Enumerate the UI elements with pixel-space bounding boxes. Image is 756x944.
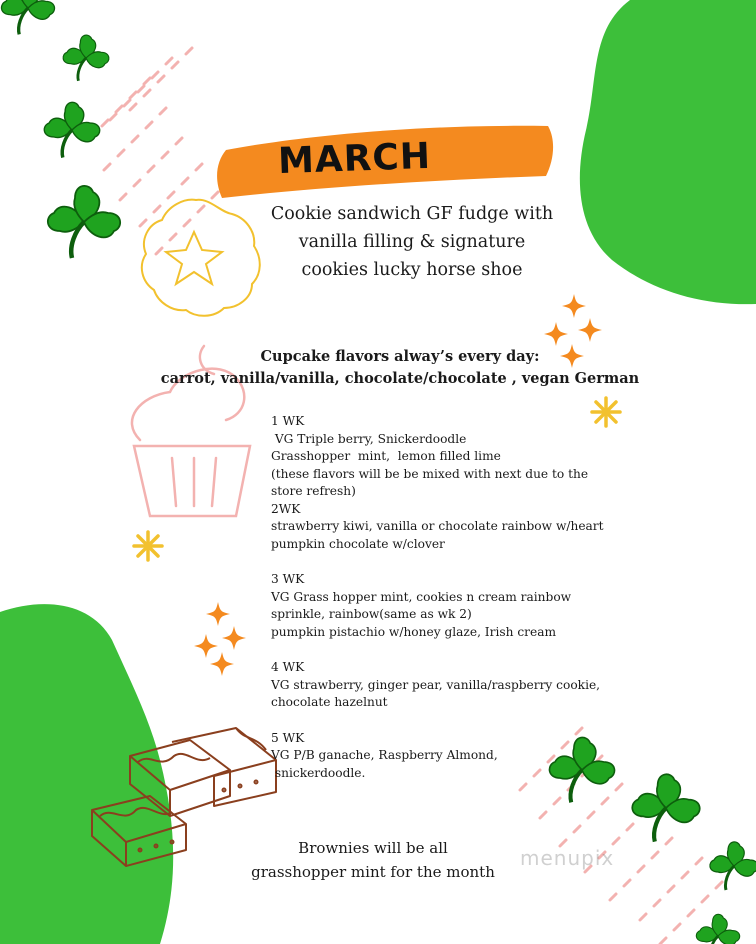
week-line: strawberry kiwi, vanilla or chocolate rainbow w/heart [271, 519, 604, 533]
cupcake-heading-line-2: carrot, vanilla/vanilla, chocolate/chocolate , vegan German [160, 370, 640, 387]
clover-icon [1, 0, 54, 34]
week-label: 3 WK [271, 572, 305, 586]
cookie-special-line: vanilla filling & signature [298, 232, 526, 252]
sparkle-icon [578, 318, 602, 342]
green-blob-top-right [580, 0, 756, 304]
brownies-note [230, 836, 516, 884]
week-line: store refresh) [271, 484, 356, 498]
week-line: sprinkle, rainbow(same as wk 2) [271, 607, 472, 621]
brownies-line: Brownies will be all [298, 839, 448, 857]
cupcake-flavors-heading [150, 346, 650, 390]
clover-icon [696, 914, 739, 944]
watermark: menupix [520, 846, 615, 870]
week-line: VG strawberry, ginger pear, vanilla/raspberry cookie, [271, 677, 601, 692]
week-line: pumpkin chocolate w/clover [271, 536, 445, 551]
week-1 [271, 413, 711, 501]
sparkle-icon [206, 602, 230, 626]
week-4 [271, 659, 711, 712]
week-line: Grasshopper mint, lemon filled lime [271, 449, 501, 463]
week-label: 2WK [271, 501, 301, 516]
brownies-line: grasshopper mint for the month [251, 863, 495, 881]
sparkle-icon [544, 322, 568, 346]
cookie-special-line: cookies lucky horse shoe [301, 260, 523, 280]
week-line: snickerdoodle. [271, 765, 366, 780]
clover-icon [44, 102, 99, 157]
week-line: (these flavors will be be mixed with next due to the [271, 466, 589, 481]
week-line: pumpkin pistachio w/honey glaze, Irish cream [271, 624, 557, 639]
week-line: chocolate hazelnut [271, 695, 388, 709]
week-label: 4 WK [271, 660, 305, 674]
week-2 [271, 501, 711, 554]
sparkle-icon [210, 652, 234, 676]
sparkle-icon [194, 634, 218, 658]
month-title: MARCH [277, 135, 432, 183]
week-label: 1 WK [271, 414, 305, 428]
week-line: VG Triple berry, Snickerdoodle [271, 431, 467, 446]
week-label: 5 WK [271, 730, 305, 745]
clover-icon [710, 842, 756, 890]
clover-icon [63, 35, 109, 81]
week-3 [271, 571, 711, 641]
cupcake-heading-line-1: Cupcake flavors alway’s every day: [260, 348, 540, 365]
week-line: VG P/B ganache, Raspberry Almond, [271, 748, 498, 762]
clover-icon [48, 186, 120, 258]
cookie-star-outline-icon [142, 200, 260, 316]
week-5 [271, 730, 711, 783]
green-blob-bottom-left [0, 604, 173, 944]
weekly-flavors-list [271, 413, 711, 800]
sparkle-icon [222, 626, 246, 650]
cookie-special-line: Cookie sandwich GF fudge with [270, 204, 554, 224]
starburst-icon [134, 532, 162, 560]
cookie-special [252, 200, 572, 284]
sparkle-icon [562, 294, 586, 318]
week-line: VG Grass hopper mint, cookies n cream rainbow [271, 589, 572, 604]
